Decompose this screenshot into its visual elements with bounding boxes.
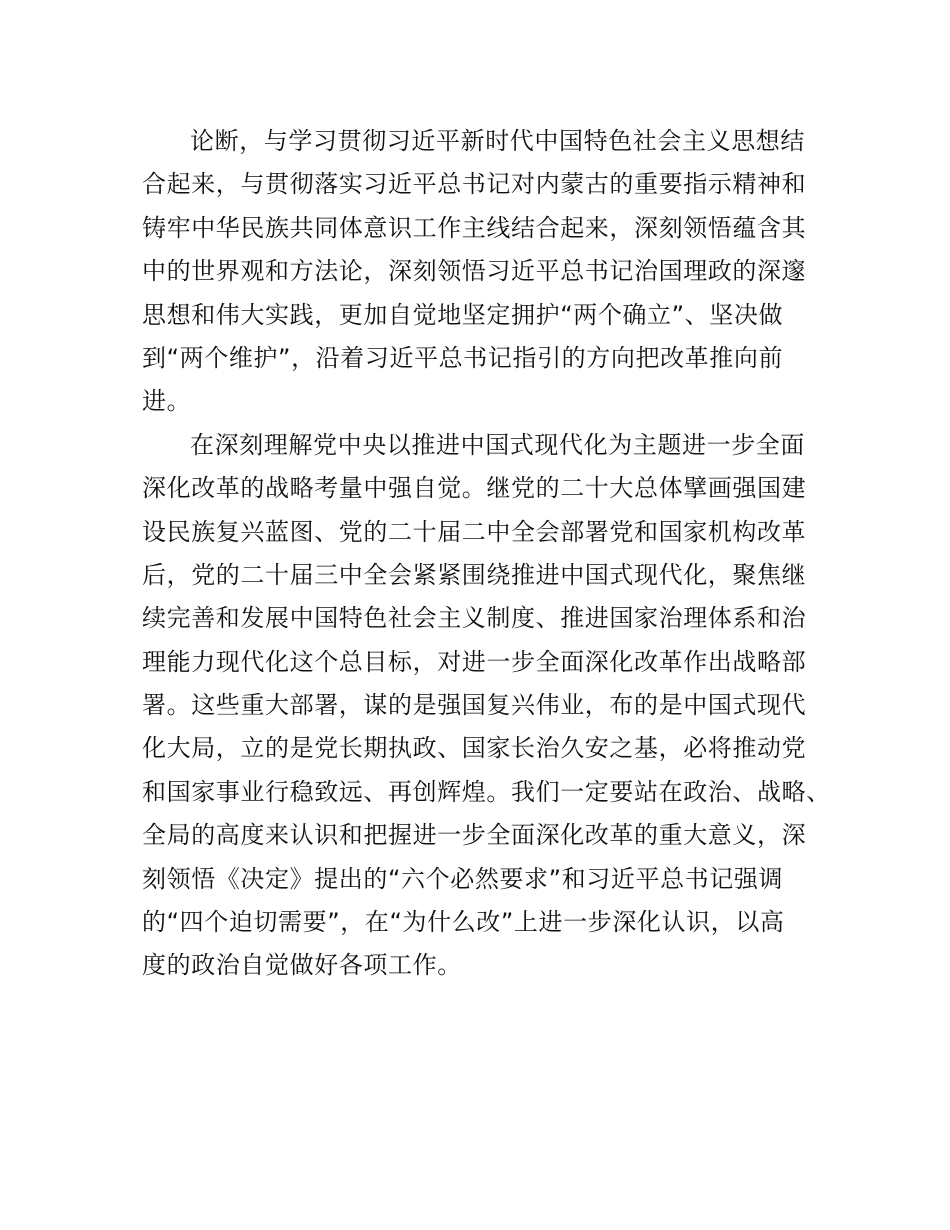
paragraph-line: 刻领悟《决定》提出的“六个必然要求”和习近平总书记强调 bbox=[142, 864, 784, 893]
paragraph-line: 度的政治自觉做好各项工作。 bbox=[142, 951, 462, 980]
paragraph-2 bbox=[142, 424, 831, 988]
paragraph-1 bbox=[142, 120, 812, 424]
paragraph-line: 铸牢中华民族共同体意识工作主线结合起来，深刻领悟蕴含其 bbox=[142, 213, 807, 242]
paragraph-line: 深化改革的战略考量中强自觉。继党的二十大总体擘画强国建 bbox=[142, 474, 807, 503]
document-body bbox=[142, 120, 831, 988]
paragraph-line: 化大局，立的是党长期执政、国家长治久安之基，必将推动党 bbox=[142, 734, 807, 763]
paragraph-line: 思想和伟大实践，更加自觉地坚定拥护“两个确立”、坚决做 bbox=[142, 300, 784, 329]
paragraph-line: 署。这些重大部署，谋的是强国复兴伟业，布的是中国式现代 bbox=[142, 691, 807, 720]
paragraph-line: 理能力现代化这个总目标，对进一步全面深化改革作出战略部 bbox=[142, 647, 807, 676]
paragraph-line: 的“四个迫切需要”，在“为什么改”上进一步深化认识，以高 bbox=[142, 908, 785, 937]
paragraph-line: 全局的高度来认识和把握进一步全面深化改革的重大意义，深 bbox=[142, 821, 807, 850]
paragraph-line: 设民族复兴蓝图、党的二十届二中全会部署党和国家机构改革 bbox=[142, 517, 807, 546]
paragraph-line: 续完善和发展中国特色社会主义制度、推进国家治理体系和治 bbox=[142, 604, 807, 633]
paragraph-line: 和国家事业行稳致远、再创辉煌。我们一定要站在政治、战略、 bbox=[142, 777, 831, 806]
paragraph-line: 在深刻理解党中央以推进中国式现代化为主题进一步全面 bbox=[190, 430, 805, 459]
paragraph-line: 后，党的二十届三中全会紧紧围绕推进中国式现代化，聚焦继 bbox=[142, 560, 807, 589]
paragraph-line: 到“两个维护”，沿着习近平总书记指引的方向把改革推向前 bbox=[142, 343, 784, 372]
paragraph-line: 合起来，与贯彻落实习近平总书记对内蒙古的重要指示精神和 bbox=[142, 170, 807, 199]
paragraph-line: 中的世界观和方法论，深刻领悟习近平总书记治国理政的深邃 bbox=[142, 257, 807, 286]
paragraph-line: 论断，与学习贯彻习近平新时代中国特色社会主义思想结 bbox=[190, 127, 805, 155]
paragraph-line: 进。 bbox=[142, 387, 192, 416]
